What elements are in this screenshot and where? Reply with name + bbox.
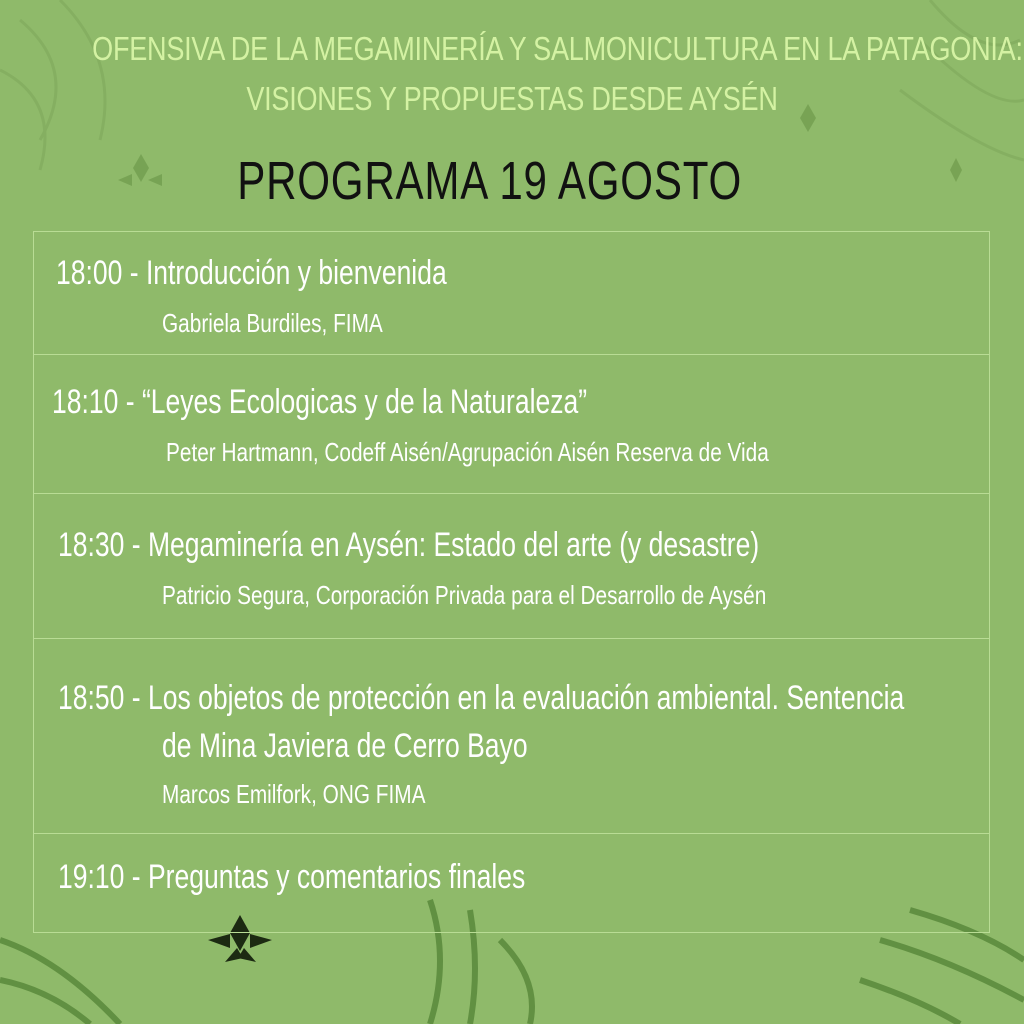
event-title-line-1: OFENSIVA DE LA MEGAMINERÍA Y SALMONICULTURA EN LA PATAGONIA:	[92, 30, 1023, 67]
schedule-time: 18:00 -	[56, 254, 139, 292]
schedule-time: 18:50 -	[58, 679, 141, 717]
schedule-title: Los objetos de protección en la evaluación ambiental. Sentencia	[147, 679, 905, 717]
schedule-title: Preguntas y comentarios finales	[147, 858, 526, 896]
schedule-title-continued: de Mina Javiera de Cerro Bayo	[162, 727, 528, 765]
schedule-row	[34, 834, 989, 934]
program-title: PROGRAMA 19 AGOSTO	[237, 151, 743, 211]
schedule-title: Introducción y bienvenida	[145, 254, 447, 292]
schedule-time: 19:10 -	[58, 858, 141, 896]
schedule-title: “Leyes Ecologicas y de la Naturaleza”	[141, 383, 588, 421]
schedule-speaker: Patricio Segura, Corporación Privada para el Desarrollo de Aysén	[162, 580, 767, 610]
schedule-speaker: Peter Hartmann, Codeff Aisén/Agrupación Aisén Reserva de Vida	[166, 437, 769, 467]
schedule-row	[34, 494, 989, 639]
schedule-speaker: Gabriela Burdiles, FIMA	[162, 308, 383, 338]
schedule-speaker: Marcos Emilfork, ONG FIMA	[162, 779, 426, 809]
schedule-row	[34, 232, 989, 355]
schedule-time: 18:30 -	[58, 526, 141, 564]
schedule-time: 18:10 -	[52, 383, 135, 421]
schedule-table	[33, 231, 990, 933]
schedule-row	[34, 355, 989, 494]
event-title	[0, 24, 1024, 124]
schedule-title: Megaminería en Aysén: Estado del arte (y desastre)	[147, 526, 760, 564]
event-title-line-2: VISIONES Y PROPUESTAS DESDE AYSÉN	[246, 80, 778, 117]
schedule-row	[34, 639, 989, 834]
